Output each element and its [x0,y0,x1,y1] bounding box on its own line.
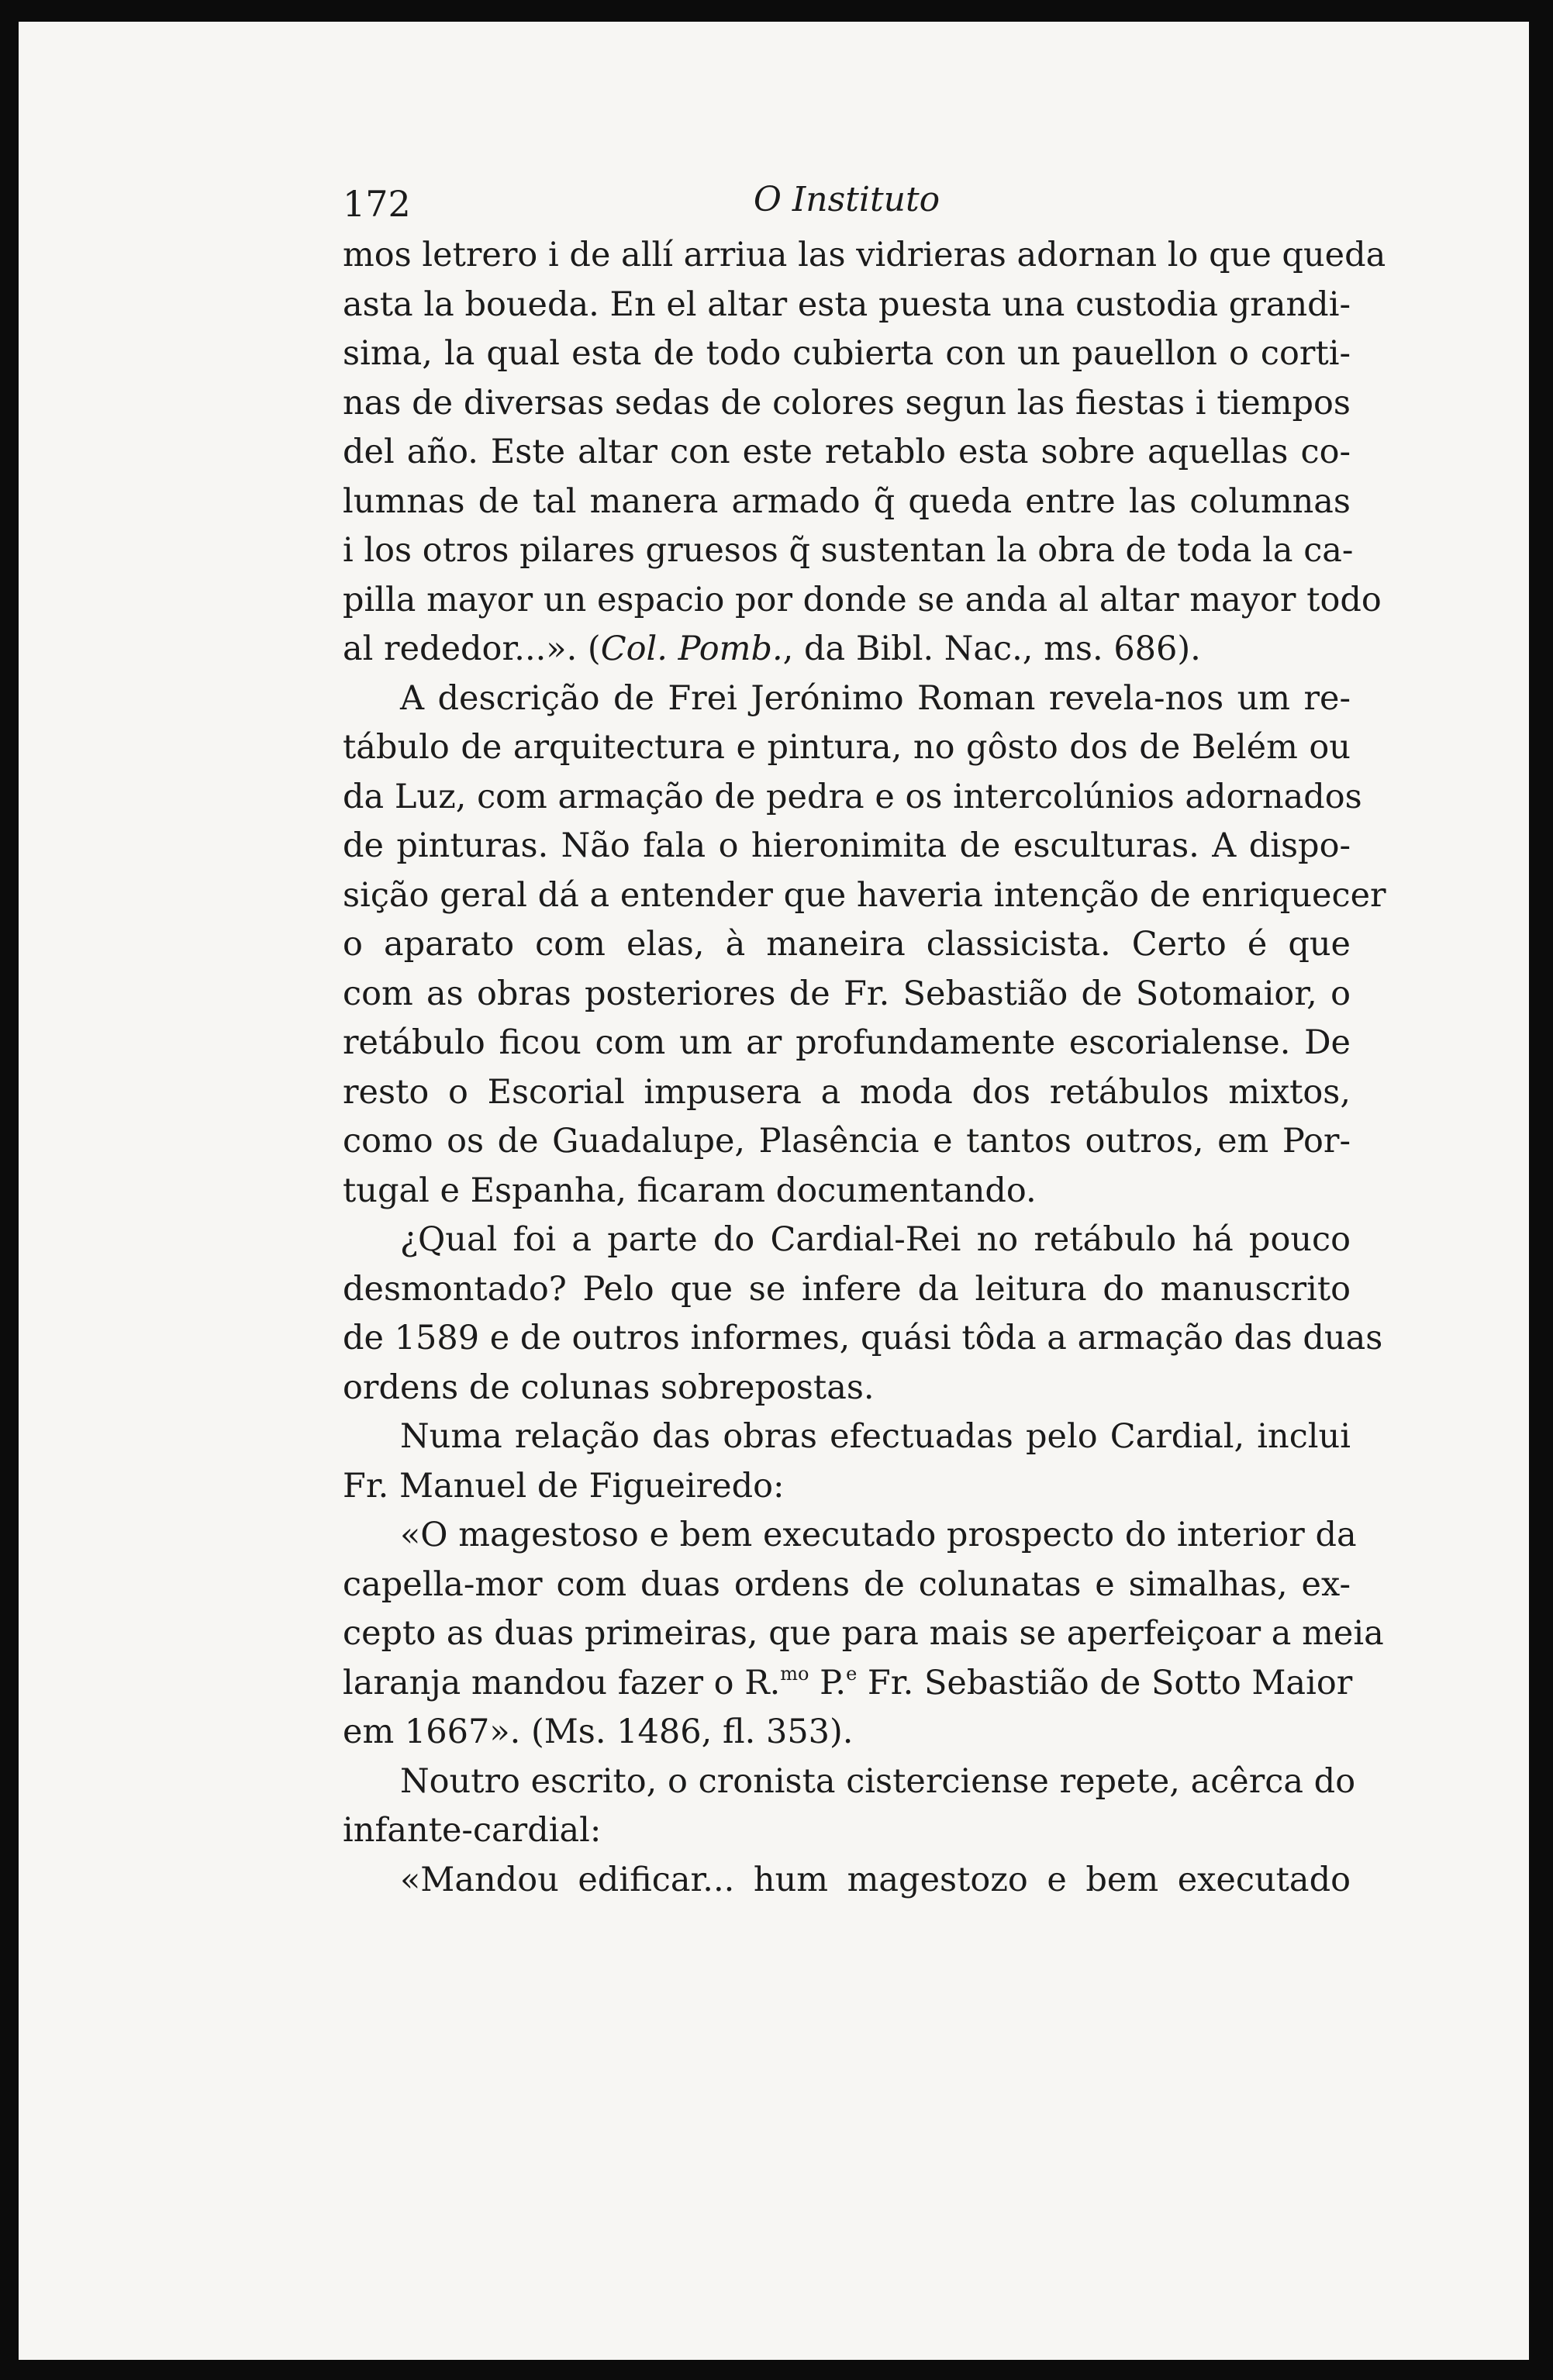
text-line: Noutro escrito, o cronista cisterciense repete, acêrca do [400,1761,1356,1801]
page-header [343,161,1351,231]
superscript: mo [780,1662,809,1685]
text-line: ordens de colunas sobrepostas. [343,1368,875,1407]
text-line: da Luz, com armação de pedra e os intercolúnios adornados [343,777,1362,816]
text-line: sição geral dá a entender que haveria intenção de enriquecer [343,875,1386,915]
text-line: Fr. Manuel de Figueiredo: [343,1466,785,1506]
text-fragment: al rededor...». ( [343,629,601,668]
text-line: «Mandou edificar... hum magestozo e bem executado [400,1860,1351,1899]
text-line: de pinturas. Não fala o hieronimita de esculturas. A dispo- [343,826,1351,865]
text-line: pilla mayor un espacio por donde se anda al altar mayor todo [343,580,1382,619]
text-line: o aparato com elas, à maneira classicista. Certo é que [343,925,1351,964]
body-text [343,231,1386,1905]
text-line-abbrev [343,1659,1351,1709]
document-page [343,161,1386,1905]
text-line: lumnas de tal manera armado q̃ queda entre las columnas [343,481,1351,521]
superscript: e [846,1662,858,1685]
text-line: i los otros pilares gruesos q̃ sustentan la obra de toda la ca- [343,531,1354,570]
text-line: capella-mor com duas ordens de colunatas e simalhas, ex- [343,1564,1351,1604]
text-line: de 1589 e de outros informes, quási tôda a armação das duas [343,1319,1383,1357]
text-line: com as obras posteriores de Fr. Sebastião de Sotomaior, o [343,974,1351,1013]
text-fragment: laranja mandou fazer o R. [343,1663,781,1702]
text-line: tugal e Espanha, ficaram documentando. [343,1171,1037,1210]
text-line: cepto as duas primeiras, que para mais se aperfeiçoar a meia [343,1614,1384,1653]
text-line: asta la boueda. En el altar esta puesta una custodia grandi- [343,285,1351,324]
text-line: «O magestoso e bem executado prospecto do interior da [400,1516,1357,1554]
text-line: Numa relação das obras efectuadas pelo Cardial, inclui [400,1417,1351,1456]
text-line: como os de Guadalupe, Plasência e tantos outros, em Por- [343,1122,1351,1161]
running-title: O Instituto [753,180,940,219]
text-line: tábulo de arquitectura e pintura, no gôsto dos de Belém ou [343,728,1351,767]
text-line-citation [343,625,1351,674]
text-line: A descrição de Frei Jerónimo Roman revela-nos um re- [400,678,1351,718]
page-number: 172 [343,183,411,225]
scanned-page [19,22,1529,2360]
text-line: nas de diversas sedas de colores segun las fiestas i tiempos [343,383,1351,423]
text-line: mos letrero i de allí arriua las vidrieras adornan lo que queda [343,236,1386,274]
text-fragment: , da Bibl. Nac., ms. 686). [782,629,1201,668]
text-fragment: P. [809,1663,847,1702]
citation-title: Col. Pomb. [600,629,783,668]
text-line: sima, la qual esta de todo cubierta con un pauellon o corti- [343,334,1351,373]
text-line: desmontado? Pelo que se infere da leitura do manuscrito [343,1269,1351,1309]
text-line: em 1667». (Ms. 1486, fl. 353). [343,1713,854,1751]
text-line: del año. Este altar con este retablo esta sobre aquellas co- [343,433,1351,471]
text-line: resto o Escorial impusera a moda dos retábulos mixtos, [343,1072,1351,1112]
text-fragment: Fr. Sebastião de Sotto Maior [857,1663,1353,1702]
text-line: ¿Qual foi a parte do Cardial-Rei no retábulo há pouco [400,1220,1351,1259]
text-line: infante-cardial: [343,1811,602,1850]
text-line: retábulo ficou com um ar profundamente escorialense. De [343,1023,1351,1062]
